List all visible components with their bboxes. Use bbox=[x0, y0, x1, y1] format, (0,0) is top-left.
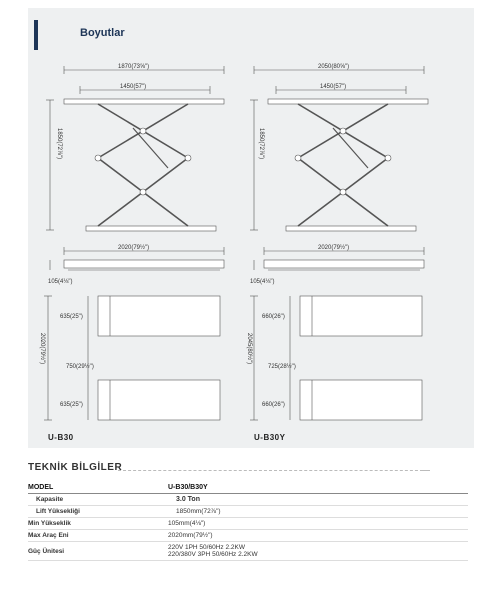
left-platform-width: 1450(57") bbox=[120, 84, 147, 90]
spec-row-power-unit bbox=[28, 542, 468, 561]
spec-value bbox=[168, 542, 468, 560]
left-base-length: 2020(79½") bbox=[118, 245, 150, 251]
right-low-height: 105(4⅛") bbox=[250, 279, 275, 285]
spec-header-key: MODEL bbox=[28, 484, 54, 491]
right-pad-outer-2: 660(26") bbox=[262, 402, 285, 408]
right-pad-outer-1: 660(26") bbox=[262, 314, 285, 320]
tech-section-title: TEKNİK BİLGİLER bbox=[28, 462, 123, 473]
right-model-label: U-B30Y bbox=[254, 433, 286, 442]
spec-value: 1850mm(72⅞") bbox=[176, 508, 221, 515]
left-low-height: 105(4⅛") bbox=[48, 279, 73, 285]
spec-row-min-height bbox=[28, 518, 468, 530]
left-pad-gap: 750(29½") bbox=[66, 364, 94, 370]
spec-value: 105mm(4⅛") bbox=[168, 520, 206, 527]
spec-row-lift-height bbox=[28, 506, 468, 518]
right-base-length: 2020(79½") bbox=[318, 245, 350, 251]
right-top-width: 2050(80⅝") bbox=[318, 64, 350, 70]
tech-title-divider-end bbox=[420, 470, 430, 471]
power-line-1: 220V 1PH 50/60Hz 2.2KW bbox=[168, 544, 245, 551]
spec-value: 3.0 Ton bbox=[176, 496, 200, 503]
right-pad-gap: 725(28½") bbox=[268, 364, 296, 370]
section-title: Boyutlar bbox=[80, 27, 125, 39]
left-pad-outer-1: 635(25") bbox=[60, 314, 83, 320]
technical-drawing bbox=[28, 8, 474, 448]
spec-key: Lift Yüksekliği bbox=[36, 508, 80, 515]
tech-title-divider bbox=[118, 470, 428, 471]
spec-header-row bbox=[28, 482, 468, 494]
right-total-width: 2045(80½") bbox=[246, 333, 252, 365]
left-pad-outer-2: 635(25") bbox=[60, 402, 83, 408]
left-total-width: 2020(79½") bbox=[39, 333, 45, 365]
power-line-2: 220/380V 3PH 50/60Hz 2.2KW bbox=[168, 551, 258, 558]
spec-key: Kapasite bbox=[36, 496, 64, 503]
spec-key: Min Yükseklik bbox=[28, 520, 71, 527]
left-height: 1850(72⅞") bbox=[56, 128, 62, 160]
spec-key: Max Araç Eni bbox=[28, 532, 69, 539]
right-platform-width: 1450(57") bbox=[320, 84, 347, 90]
spec-value: 2020mm(79½") bbox=[168, 532, 213, 539]
spec-row-capacity bbox=[28, 494, 468, 506]
left-top-width: 1870(73⅝") bbox=[118, 64, 150, 70]
spec-table bbox=[28, 482, 468, 561]
right-height: 1850(72⅞") bbox=[258, 128, 264, 160]
spec-header-value: U-B30/B30Y bbox=[168, 484, 208, 491]
spec-row-max-width bbox=[28, 530, 468, 542]
left-model-label: U-B30 bbox=[48, 433, 74, 442]
spec-key: Güç Ünitesi bbox=[28, 547, 65, 555]
